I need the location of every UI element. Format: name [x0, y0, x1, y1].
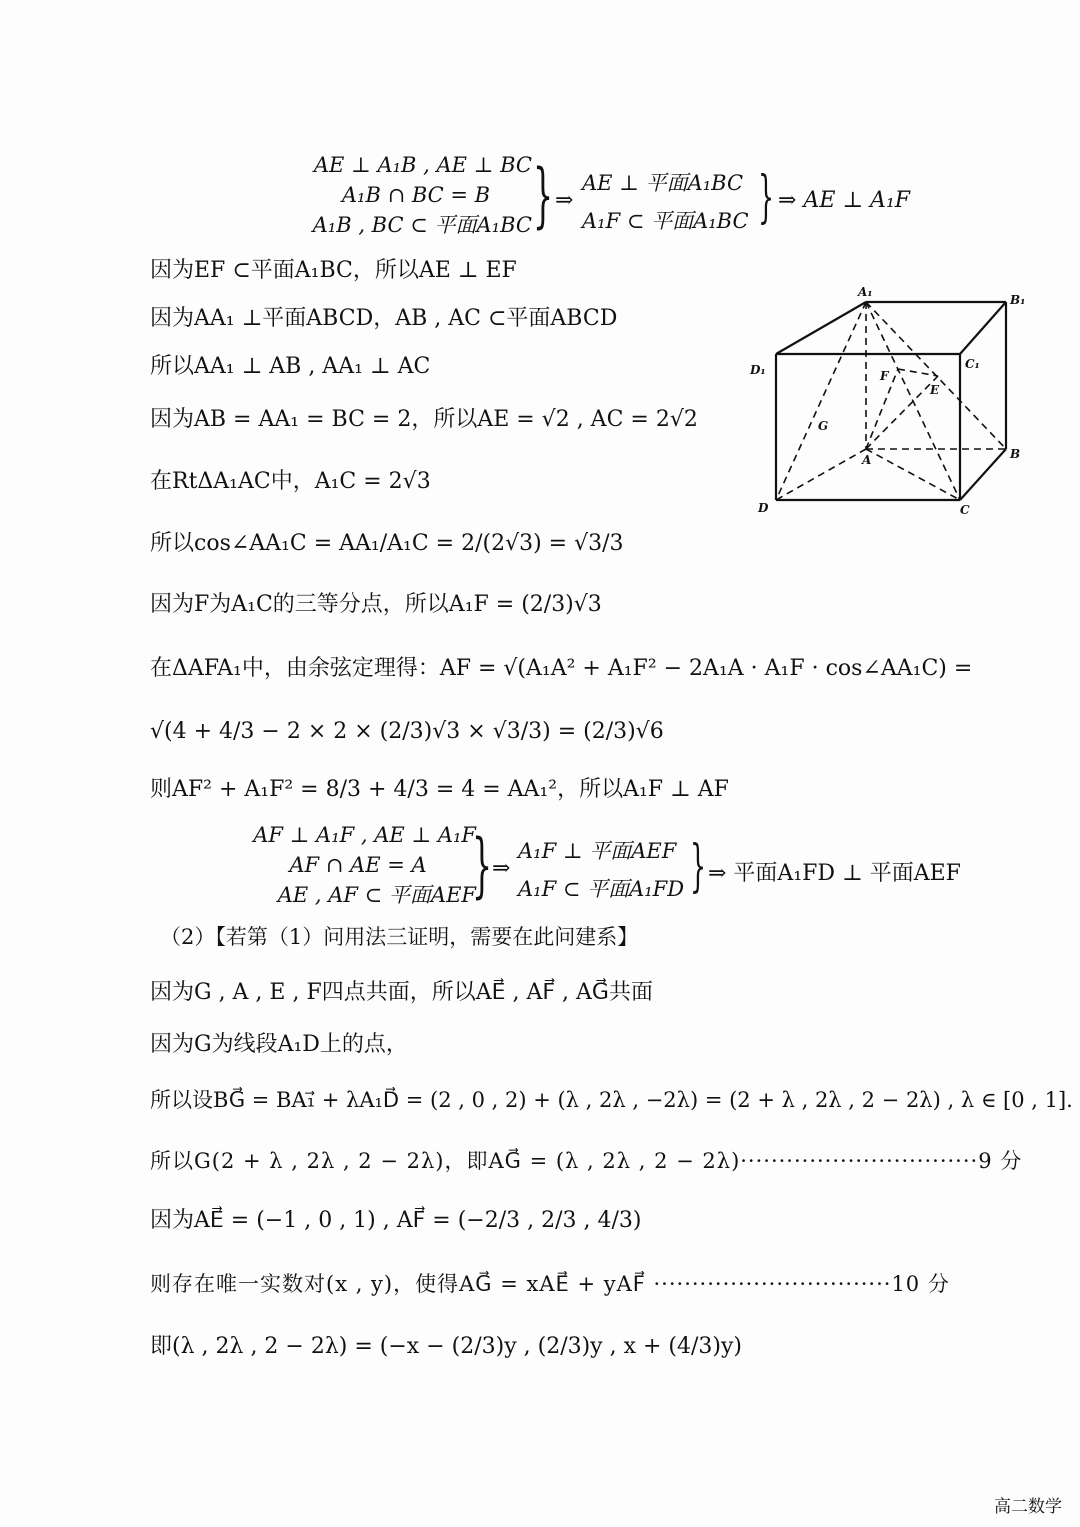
proof-line: 所以cos∠AA₁C = AA₁/A₁C = 2/(2√3) = √3/3 — [150, 531, 624, 556]
proof-line: 因为AB = AA₁ = BC = 2，所以AE = √2 , AC = 2√2 — [150, 407, 698, 432]
part2-line: 则存在唯一实数对(x , y)，使得AG⃗ = xAE⃗ + yAF⃗ ·······························10 分 — [150, 1272, 950, 1296]
right-brace: } — [690, 834, 707, 899]
label-B: B — [1010, 447, 1021, 461]
part2-line: 所以设BG⃗ = BA₁⃗ + λA₁D⃗ = (2 , 0 , 2) + (λ , 2λ , −2λ) = (2 + λ , 2λ , 2 − 2λ) , λ ∈ [0 , 1]. — [150, 1088, 1073, 1112]
label-A: A — [862, 453, 872, 467]
system2-middle — [518, 836, 694, 904]
right-brace: } — [472, 824, 493, 906]
system1-conditions — [300, 150, 532, 240]
system1-row: A₁B , BC ⊂ 平面A₁BC — [312, 213, 532, 237]
label-A1: A₁ — [858, 285, 873, 299]
part2-line: 因为G为线段A₁D上的点， — [150, 1032, 408, 1057]
part2-heading: （2）【若第（1）问用法三证明，需要在此问建系】 — [160, 925, 639, 949]
proof-line: 所以AA₁ ⊥ AB , AA₁ ⊥ AC — [150, 354, 431, 379]
label-D1: D₁ — [750, 363, 766, 377]
implies-arrow: ⇒ — [492, 856, 511, 881]
system1-middle — [582, 168, 758, 236]
implies-arrow: ⇒ — [555, 188, 574, 213]
right-brace: } — [758, 165, 775, 230]
part2-line: 即(λ , 2λ , 2 − 2λ) = (−x − (2/3)y , (2/3)y , x + (4/3)y) — [150, 1334, 743, 1359]
proof-line: 因为F为A₁C的三等分点，所以A₁F = (2/3)√3 — [150, 592, 602, 617]
label-B1: B₁ — [1010, 293, 1026, 307]
proof-line: 则AF² + A₁F² = 8/3 + 4/3 = 4 = AA₁²，所以A₁F ⊥ AF — [150, 777, 729, 802]
right-brace: } — [533, 154, 554, 236]
system2-row: AF ∩ AE = A — [289, 853, 427, 877]
proof-line: 在RtΔA₁AC中，A₁C = 2√3 — [150, 469, 431, 494]
proof-line: 因为EF ⊂平面A₁BC，所以AE ⊥ EF — [150, 258, 517, 283]
label-F: F — [880, 369, 889, 383]
proof-line: √(4 + 4/3 − 2 × 2 × (2/3)√3 × √3/3) = (2/3)√6 — [150, 719, 664, 744]
system2-conditions — [240, 820, 476, 910]
label-G: G — [818, 419, 829, 433]
system2-mid-row: A₁F ⊥ 平面AEF — [518, 839, 677, 863]
label-C1: C₁ — [965, 357, 980, 371]
system2-conclusion: ⇒ 平面A₁FD ⊥ 平面AEF — [708, 861, 961, 886]
part2-line: 因为G , A , E , F四点共面，所以AE⃗ , AF⃗ , AG⃗共面 — [150, 980, 653, 1005]
system1-conclusion: ⇒ AE ⊥ A₁F — [778, 188, 911, 213]
system2-row: AE , AF ⊂ 平面AEF — [277, 883, 476, 907]
proof-line: 因为AA₁ ⊥平面ABCD，AB , AC ⊂平面ABCD — [150, 306, 618, 331]
label-D: D — [758, 501, 769, 515]
cube-figure — [748, 282, 1048, 522]
system1-row: AE ⊥ A₁B , AE ⊥ BC — [313, 153, 532, 177]
system1-mid-row: A₁F ⊂ 平面A₁BC — [582, 209, 749, 233]
label-C: C — [960, 503, 970, 517]
system1-row: A₁B ∩ BC = B — [341, 183, 491, 207]
system2-mid-row: A₁F ⊂ 平面A₁FD — [518, 877, 685, 901]
part2-line: 因为AE⃗ = (−1 , 0 , 1) , AF⃗ = (−2/3 , 2/3 , 4/3) — [150, 1208, 642, 1233]
system2-row: AF ⊥ A₁F , AE ⊥ A₁F — [253, 823, 476, 847]
label-E: E — [930, 383, 940, 397]
proof-line: 在ΔAFA₁中，由余弦定理得：AF = √(A₁A² + A₁F² − 2A₁A · A₁F · cos∠AA₁C) = — [150, 656, 973, 681]
part2-line: 所以G(2 + λ , 2λ , 2 − 2λ)，即AG⃗ = (λ , 2λ , 2 − 2λ)·······························9 分 — [150, 1149, 1023, 1173]
footer-label: 高二数学 — [994, 1497, 1062, 1517]
system1-mid-row: AE ⊥ 平面A₁BC — [582, 171, 744, 195]
